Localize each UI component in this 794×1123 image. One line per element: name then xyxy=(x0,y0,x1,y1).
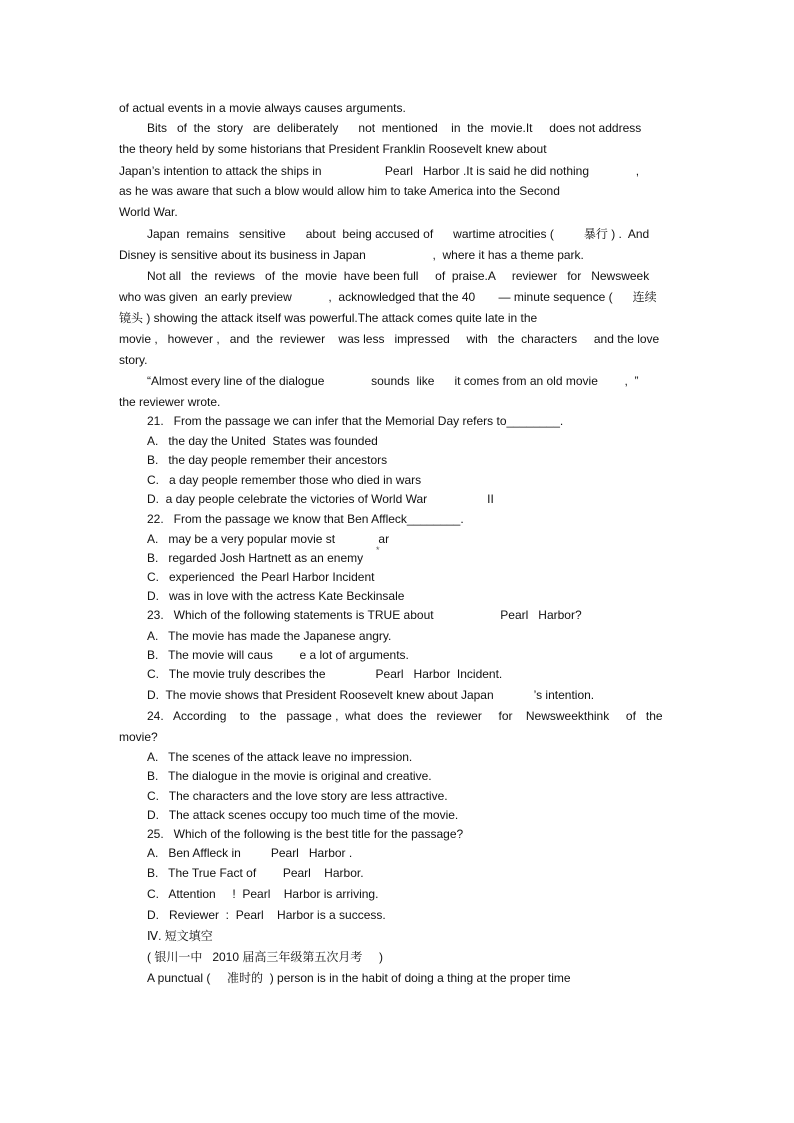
section-source: ( 银川一中 2010 届高三年级第五次月考 ) xyxy=(147,950,384,964)
passage-line: Japan’s intention to attack the ships in Pearl Harbor .It is said he did nothing , xyxy=(119,164,640,178)
passage-line: story. xyxy=(119,353,148,367)
question-option: A. may be a very popular movie st ar xyxy=(147,532,390,546)
section-first-line: A punctual ( 准时的 ) person is in the habit of doing a thing at the proper time xyxy=(147,971,571,985)
question-option: D. The movie shows that President Roosevelt knew about Japan ’s intention. xyxy=(147,688,595,702)
question-option: C. The characters and the love story are less attractive. xyxy=(147,789,448,803)
question-option: D. Reviewer : Pearl Harbor is a success. xyxy=(147,908,386,922)
passage-line: the reviewer wrote. xyxy=(119,395,221,409)
question-option: C. The movie truly describes the Pearl Harbor Incident. xyxy=(147,667,503,681)
question-option: A. Ben Affleck in Pearl Harbor . xyxy=(147,846,353,860)
passage-line: who was given an early preview , acknowledged that the 40 — minute sequence ( 连续 xyxy=(119,290,657,304)
question-option: D. The attack scenes occupy too much time of the movie. xyxy=(147,808,459,822)
question-option: B. The dialogue in the movie is original and creative. xyxy=(147,769,432,783)
passage-line: movie , however , and the reviewer was less impressed with the characters and the love xyxy=(119,332,660,346)
question-option: A. The scenes of the attack leave no impression. xyxy=(147,750,413,764)
question-option: B. The True Fact of Pearl Harbor. xyxy=(147,866,364,880)
question-stem: 23. Which of the following statements is TRUE about Pearl Harbor? xyxy=(147,608,582,622)
question-option: B. the day people remember their ancestors xyxy=(147,453,388,467)
passage-line: World War. xyxy=(119,205,178,219)
section-heading: Ⅳ. 短文填空 xyxy=(147,929,213,943)
question-option: A. The movie has made the Japanese angry. xyxy=(147,629,392,643)
question-stem: movie? xyxy=(119,730,158,744)
passage-line: 镜头 ) showing the attack itself was powerful.The attack comes quite late in the xyxy=(119,311,538,325)
passage-line: Not all the reviews of the movie have been full of praise.A reviewer for Newsweek xyxy=(147,269,650,283)
question-stem: 24. According to the passage , what does the reviewer for Newsweekthink of the xyxy=(147,709,663,723)
question-stem: 22. From the passage we know that Ben Affleck________. xyxy=(147,512,464,526)
question-option: C. experienced the Pearl Harbor Incident xyxy=(147,570,375,584)
question-option: D. a day people celebrate the victories of World War II xyxy=(147,492,494,506)
passage-line: the theory held by some historians that President Franklin Roosevelt knew about xyxy=(119,142,547,156)
passage-line: Bits of the story are deliberately not mentioned in the movie.It does not address xyxy=(147,121,642,135)
question-option: C. Attention ! Pearl Harbor is arriving. xyxy=(147,887,379,901)
question-option: A. the day the United States was founded xyxy=(147,434,378,448)
passage-line: “Almost every line of the dialogue sounds like it comes from an old movie , ” xyxy=(147,374,639,388)
passage-line: as he was aware that such a blow would allow him to take America into the Second xyxy=(119,184,560,198)
passage-line: Disney is sensitive about its business in Japan , where it has a theme park. xyxy=(119,248,584,262)
question-stem: 25. Which of the following is the best title for the passage? xyxy=(147,827,464,841)
question-option: B. regarded Josh Hartnett as an enemy xyxy=(147,551,364,565)
passage-line: of actual events in a movie always causes arguments. xyxy=(119,101,406,115)
asterisk-mark: * xyxy=(376,545,380,555)
question-option: D. was in love with the actress Kate Beckinsale xyxy=(147,589,405,603)
passage-line: Japan remains sensitive about being accused of wartime atrocities ( 暴行 ) . And xyxy=(147,227,650,241)
question-option: C. a day people remember those who died in wars xyxy=(147,473,422,487)
question-stem: 21. From the passage we can infer that the Memorial Day refers to________. xyxy=(147,414,564,428)
question-option: B. The movie will caus e a lot of arguments. xyxy=(147,648,409,662)
